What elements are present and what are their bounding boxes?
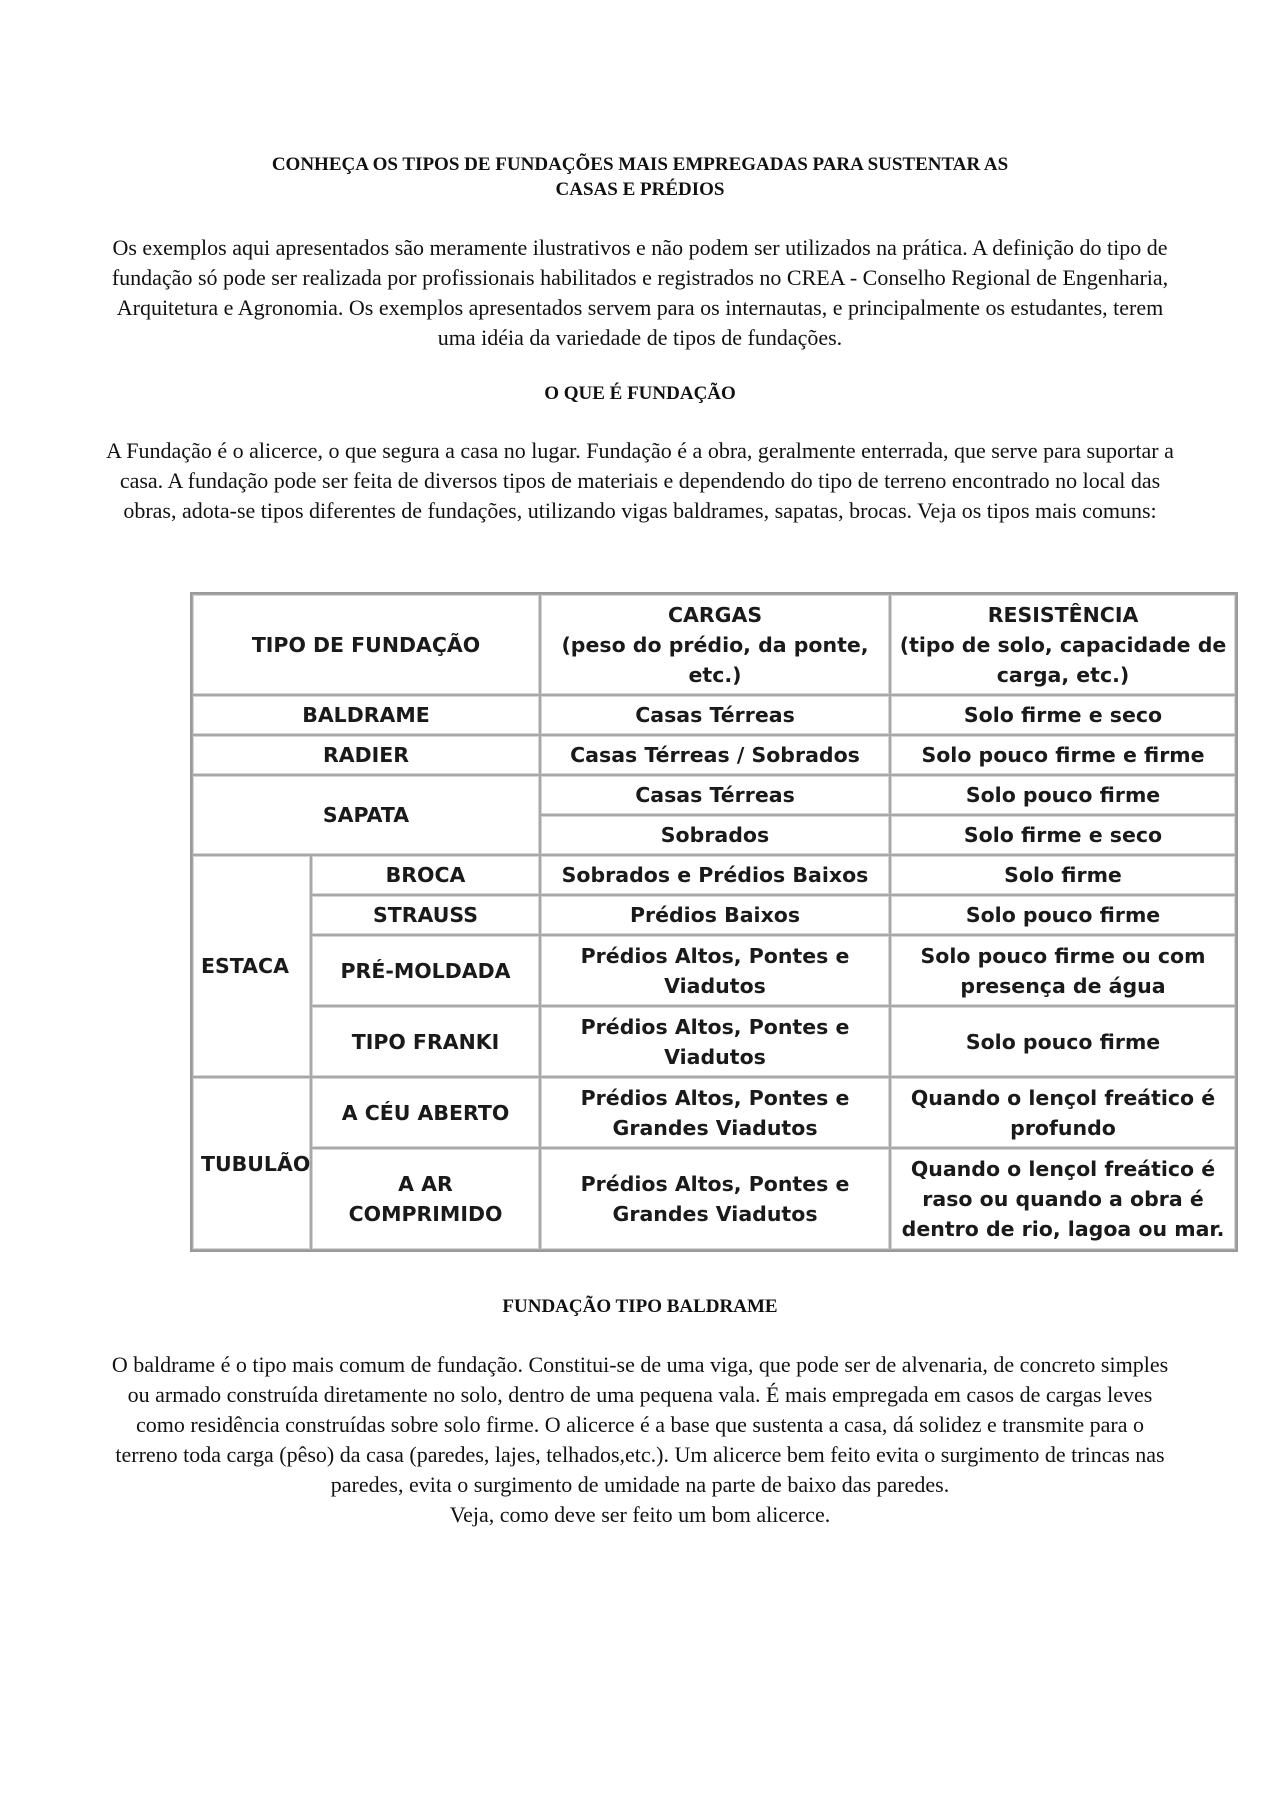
page-title: [0, 152, 1280, 202]
text-line: como residência construídas sobre solo firme. O alicerce é a base que sustenta a casa, dá solidez e transmite para o: [136, 1412, 1144, 1437]
table-row: [192, 855, 1236, 895]
table-row: [192, 735, 1236, 775]
text-line: fundação só pode ser realizada por profissionais habilitados e registrados no CREA - Conselho Regional de Engenharia,: [111, 265, 1169, 290]
table-row: [192, 695, 1236, 735]
cell-subtipo: A AR COMPRIMIDO: [311, 1148, 540, 1250]
cell-resistencia: Solo firme e seco: [890, 695, 1236, 735]
cell-tipo: BALDRAME: [192, 695, 540, 735]
text-line: Arquitetura e Agronomia. Os exemplos apresentados servem para os internautas, e principalmente os estudantes, terem: [116, 295, 1164, 320]
cell-cargas: Prédios Altos, Pontes e Viadutos: [540, 1006, 890, 1077]
cell-cargas: Casas Térreas: [540, 775, 890, 815]
cell-resistencia: Quando o lençol freático é profundo: [890, 1077, 1236, 1148]
table-row: [192, 1148, 1236, 1250]
section-heading-baldrame: FUNDAÇÃO TIPO BALDRAME: [502, 1296, 778, 1317]
fundacao-paragraph: [14, 436, 1266, 526]
cell-resistencia: Solo pouco firme ou com presença de água: [890, 935, 1236, 1006]
baldrame-paragraph: [14, 1350, 1266, 1530]
intro-paragraph: [14, 233, 1266, 353]
cell-cargas: Prédios Altos, Pontes e Viadutos: [540, 935, 890, 1006]
cell-group-estaca: ESTACA: [192, 855, 311, 1077]
cell-cargas: Casas Térreas: [540, 695, 890, 735]
cell-subtipo: A CÉU ABERTO: [311, 1077, 540, 1148]
table-row: [192, 775, 1236, 815]
header-tipo: TIPO DE FUNDAÇÃO: [192, 594, 540, 695]
page-title-line: CASAS E PRÉDIOS: [555, 179, 725, 200]
table-row: [192, 1006, 1236, 1077]
cell-resistencia: Solo firme: [890, 855, 1236, 895]
cell-resistencia: Solo pouco firme: [890, 1006, 1236, 1077]
header-resistencia: RESISTÊNCIA (tipo de solo, capacidade de carga, etc.): [890, 594, 1236, 695]
table-row: [192, 1077, 1236, 1148]
cell-tipo: RADIER: [192, 735, 540, 775]
cell-resistencia: Solo pouco firme: [890, 775, 1236, 815]
text-line: uma idéia da variedade de tipos de fundações.: [437, 325, 843, 350]
cell-subtipo: TIPO FRANKI: [311, 1006, 540, 1077]
text-line: O baldrame é o tipo mais comum de fundação. Constitui-se de uma viga, que pode ser de alvenaria, de concreto simples: [111, 1352, 1169, 1377]
foundation-types-table: [190, 592, 1238, 1252]
cell-cargas: Prédios Baixos: [540, 895, 890, 935]
text-line: ou armado construída diretamente no solo, dentro de uma pequena vala. É mais empregada em casos de cargas leves: [127, 1382, 1153, 1407]
cell-resistencia: Quando o lençol freático é raso ou quando a obra é dentro de rio, lagoa ou mar.: [890, 1148, 1236, 1250]
header-cargas: CARGAS (peso do prédio, da ponte, etc.): [540, 594, 890, 695]
table-header-row: [192, 594, 1236, 695]
cell-resistencia: Solo firme e seco: [890, 815, 1236, 855]
text-line: A Fundação é o alicerce, o que segura a casa no lugar. Fundação é a obra, geralmente enterrada, que serve para suportar a: [106, 438, 1174, 463]
cell-cargas: Sobrados: [540, 815, 890, 855]
cell-group-tubulao: TUBULÃO: [192, 1077, 311, 1250]
page-title-line: CONHEÇA OS TIPOS DE FUNDAÇÕES MAIS EMPREGADAS PARA SUSTENTAR AS: [271, 154, 1009, 175]
cell-resistencia: Solo pouco firme: [890, 895, 1236, 935]
cell-subtipo: PRÉ-MOLDADA: [311, 935, 540, 1006]
cell-cargas: Casas Térreas / Sobrados: [540, 735, 890, 775]
cell-tipo: SAPATA: [192, 775, 540, 855]
cell-cargas: Prédios Altos, Pontes e Grandes Viadutos: [540, 1077, 890, 1148]
cell-subtipo: BROCA: [311, 855, 540, 895]
text-line: obras, adota-se tipos diferentes de fundações, utilizando vigas baldrames, sapatas, brocas. Veja os tipos mais comuns:: [123, 498, 1157, 523]
table-row: [192, 935, 1236, 1006]
text-line: Os exemplos aqui apresentados são meramente ilustrativos e não podem ser utilizados na prática. A definição do tipo de: [112, 235, 1168, 260]
cell-cargas: Prédios Altos, Pontes e Grandes Viadutos: [540, 1148, 890, 1250]
cell-resistencia: Solo pouco firme e firme: [890, 735, 1236, 775]
table-row: [192, 895, 1236, 935]
text-line: terreno toda carga (pêso) da casa (paredes, lajes, telhados,etc.). Um alicerce bem feito evita o surgimento de trincas nas: [115, 1442, 1165, 1467]
text-line: paredes, evita o surgimento de umidade na parte de baixo das paredes.: [330, 1472, 950, 1497]
section-heading-fundacao: O QUE É FUNDAÇÃO: [544, 383, 736, 404]
cell-subtipo: STRAUSS: [311, 895, 540, 935]
text-line: Veja, como deve ser feito um bom alicerce.: [449, 1502, 831, 1527]
text-line: casa. A fundação pode ser feita de diversos tipos de materiais e dependendo do tipo de terreno encontrado no local das: [119, 468, 1161, 493]
cell-cargas: Sobrados e Prédios Baixos: [540, 855, 890, 895]
